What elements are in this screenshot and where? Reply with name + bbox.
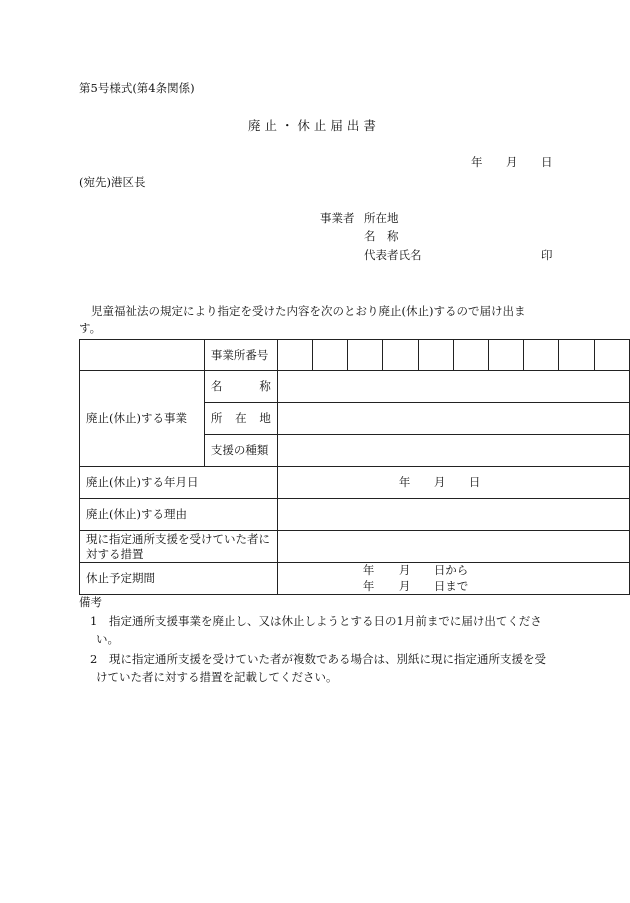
business-name-row [80,371,630,403]
name-value-cell [277,371,629,403]
document-title: 廃 止 ・ 休 止 届 出 書 [248,118,376,133]
office-number-digit-cell [594,340,629,371]
office-number-digit-cell [524,340,559,371]
office-number-digit-cell [277,340,312,371]
suspension-period-row [80,563,630,595]
period-from-year: 年 [362,562,375,577]
location-label: 所 在 地 [204,403,277,435]
seal-mark: 印 [541,248,553,262]
note-2-line-1: 現に指定通所支援を受けていた者が複数である場合は、別紙に現に指定通所支援を受 [109,652,546,666]
office-number-digit-cell [418,340,453,371]
period-from-month: 月 [398,562,411,577]
addressee: (宛先)港区長 [79,175,146,189]
office-number-digit-cell [489,340,524,371]
office-number-label: 事業所番号 [204,340,277,371]
date-month-unit: 月 [506,155,518,169]
period-label: 休止予定期間 [80,563,278,595]
measures-row [80,531,630,563]
closure-date-value-cell [277,467,629,499]
name-label: 名 称 [204,371,277,403]
note-number: 2 [90,652,98,666]
office-number-digit-cell [348,340,383,371]
table-blank-corner [80,340,205,371]
measures-value-cell [277,531,629,563]
note-1-line-1: 指定通所支援事業を廃止し、又は休止しようとする日の1月前までに届け出てくださ [109,614,542,628]
notification-table [79,339,630,595]
office-number-digit-cell [383,340,418,371]
period-from-suffix: 日から [433,562,469,577]
location-value-cell [277,403,629,435]
business-label: 廃止(休止)する事業 [80,371,205,467]
closure-year-unit: 年 [398,474,411,489]
support-type-value-cell [277,435,629,467]
period-to-month: 月 [398,578,411,593]
period-to-year: 年 [362,578,375,593]
submitter-representative-label: 代表者氏名 [364,248,422,262]
note-number: 1 [90,614,98,628]
measures-label-line-2: 対する措置 [86,546,144,561]
office-number-digit-cell [453,340,488,371]
period-value-cell [277,563,629,595]
reason-value-cell [277,499,629,531]
measures-label-line-1: 現に指定通所支援を受けていた者に [86,532,270,547]
reason-row [80,499,630,531]
date-day-unit: 日 [541,155,553,169]
closure-month-unit: 月 [433,474,446,489]
intro-line-2: す。 [79,321,102,335]
closure-day-unit: 日 [468,474,481,489]
note-1-line-2: い。 [96,632,119,646]
submitter-address-label: 所在地 [364,211,399,225]
closure-date-row [80,467,630,499]
submitter-name-label: 名 称 [364,229,399,243]
office-number-digit-cell [559,340,594,371]
office-number-digit-cell [313,340,348,371]
notes-heading: 備考 [79,595,102,609]
period-to-suffix: 日まで [433,578,469,593]
reason-label: 廃止(休止)する理由 [80,499,278,531]
submitter-label: 事業者 [320,211,355,225]
note-2-line-2: けていた者に対する措置を記載してください。 [96,670,338,684]
intro-line-1: 児童福祉法の規定により指定を受けた内容を次のとおり廃止(休止)するので届け出ま [91,304,526,318]
measures-label [80,531,278,563]
form-number: 第5号様式(第4条関係) [79,81,195,95]
support-type-label: 支援の種類 [204,435,277,467]
date-year-unit: 年 [471,155,483,169]
office-number-row [80,340,630,371]
closure-date-label: 廃止(休止)する年月日 [80,467,278,499]
